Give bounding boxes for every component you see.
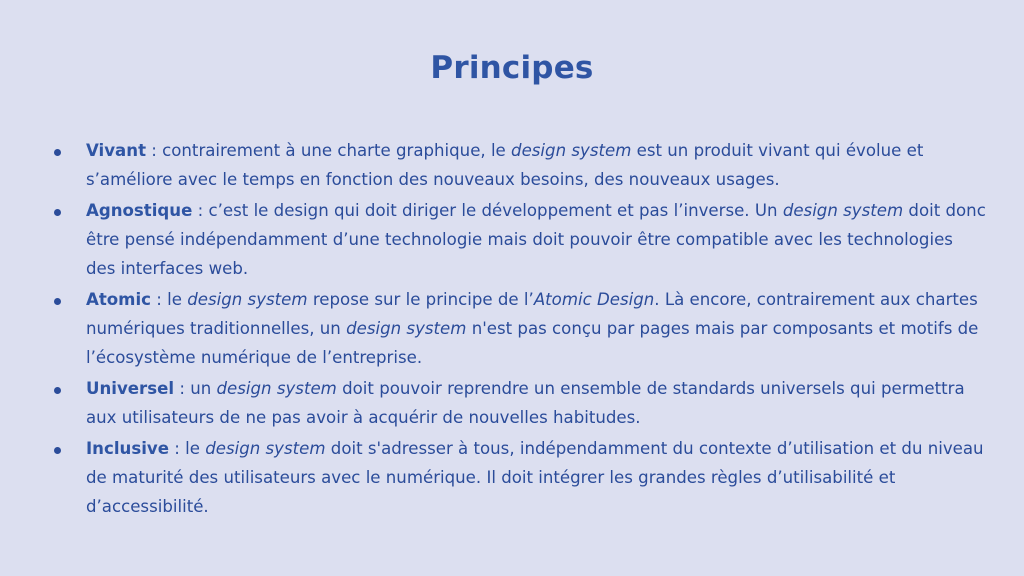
- item-emphasis: design system: [187, 290, 308, 309]
- item-text: n'est pas conçu par pages mais par composants et motifs de l’écosystème numérique de l’entreprise.: [86, 319, 979, 367]
- item-emphasis: design system: [346, 319, 467, 338]
- term-label: Agnostique: [86, 201, 193, 220]
- term-label: Universel: [86, 379, 175, 398]
- item-emphasis: design system: [216, 379, 337, 398]
- item-text: : c’est le design qui doit diriger le développement et pas l’inverse. Un: [192, 201, 783, 220]
- bullet-icon: [54, 447, 61, 454]
- term-label: Inclusive: [86, 439, 169, 458]
- item-text: repose sur le principe de l’: [307, 290, 534, 309]
- bullet-icon: [54, 387, 61, 394]
- item-emphasis: design system: [782, 201, 904, 220]
- bullet-icon: [54, 149, 61, 156]
- item-text: : le: [168, 439, 206, 458]
- bullet-icon: [54, 209, 61, 216]
- list-item-atomic: [86, 285, 986, 372]
- item-emphasis: design system: [205, 439, 326, 458]
- bullet-icon: [54, 298, 61, 305]
- item-text: : contrairement à une charte graphique, le: [146, 141, 512, 160]
- item-text: : un: [174, 379, 217, 398]
- list-item-inclusive: [86, 434, 986, 521]
- item-emphasis: design system: [511, 141, 632, 160]
- item-text: est un produit vivant qui évolue et s’améliore avec le temps en fonction des nouveaux besoins, des nouveaux usages.: [86, 141, 924, 189]
- item-text: doit s'adresser à tous, indépendamment du contexte d’utilisation et du niveau de maturité des utilisateurs avec le numérique. Il doit intégrer les grandes règles d’utilisabilité et d’accessibilité.: [86, 439, 984, 516]
- term-label: Vivant: [86, 141, 146, 160]
- item-text: : le: [151, 290, 188, 309]
- item-emphasis: Atomic Design: [533, 290, 655, 309]
- list-item-agnostique: [86, 196, 986, 283]
- item-text: doit donc être pensé indépendamment d’une technologie mais doit pouvoir être compatible avec les technologies des interfaces web.: [86, 201, 986, 278]
- item-text: doit pouvoir reprendre un ensemble de standards universels qui permettra aux utilisateurs de ne pas avoir à acquérir de nouvelles habitudes.: [86, 379, 965, 427]
- list-item-vivant: [86, 136, 986, 194]
- list-item-universel: [86, 374, 986, 432]
- item-text: . Là encore, contrairement aux chartes numériques traditionnelles, un: [86, 290, 978, 338]
- slide-title: Principes: [430, 50, 594, 86]
- principles-list: [86, 136, 986, 523]
- term-label: Atomic: [86, 290, 151, 309]
